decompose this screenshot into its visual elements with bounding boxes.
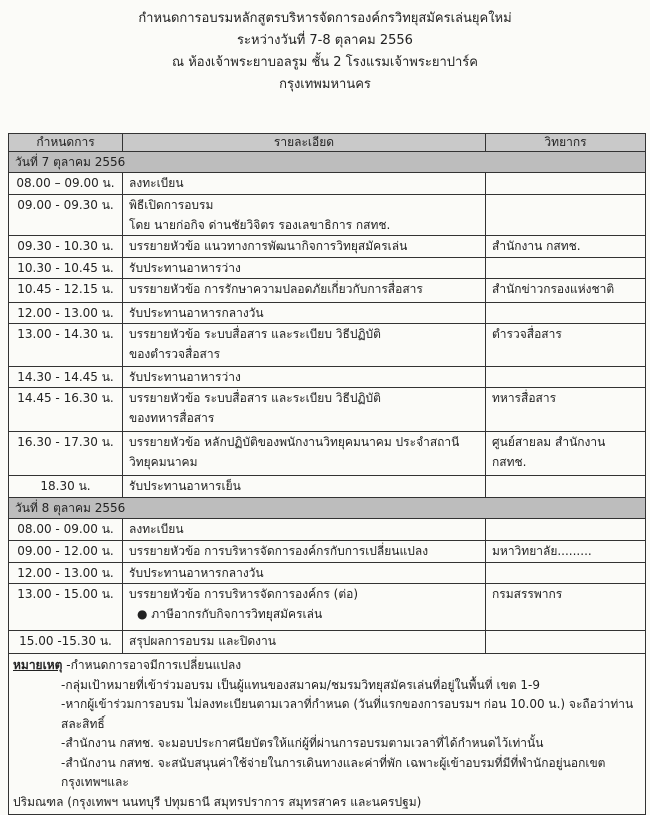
detail-line: รับประทานอาหารว่าง: [129, 370, 241, 384]
speaker-cell: ศูนย์สายลม สำนักงาน กสทช.: [486, 432, 646, 476]
detail-line: พิธีเปิดการอบรม: [129, 198, 214, 212]
detail-line: บรรยายหัวข้อ ระบบสื่อสาร และระเบียบ วิธีปฏิบัติ: [129, 391, 381, 405]
speaker-cell: [486, 631, 646, 654]
document-city: กรุงเทพมหานคร: [279, 77, 371, 92]
note-item: -สำนักงาน กสทช. จะมอบประกาศนียบัตรให้แก่ผู้ที่ผ่านการอบรมตามเวลาที่ได้กำหนดไว้เท่านั้น: [61, 736, 544, 750]
time-cell: 10.30 - 10.45 น.: [9, 258, 123, 279]
detail-cell: [123, 279, 486, 303]
speaker-cell: [486, 519, 646, 541]
bullet-icon: ●: [137, 607, 152, 621]
speaker-cell: ตำรวจสื่อสาร: [486, 324, 646, 367]
detail-line: บรรยายหัวข้อ ระบบสื่อสาร และระเบียบ วิธีปฏิบัติ: [129, 327, 381, 341]
time-cell: 15.00 -15.30 น.: [9, 631, 123, 654]
day-header-row: [9, 152, 646, 173]
detail-line: รับประทานอาหารกลางวัน: [129, 306, 264, 320]
time-cell: 09.00 - 09.30 น.: [9, 195, 123, 236]
speaker-cell: [486, 258, 646, 279]
time-cell: 12.00 - 13.00 น.: [9, 303, 123, 324]
speaker-cell: [486, 173, 646, 195]
speaker-cell: กรมสรรพากร: [486, 584, 646, 631]
table-row: [9, 279, 646, 303]
detail-cell: [123, 584, 486, 631]
time-cell: 14.45 - 16.30 น.: [9, 388, 123, 432]
speaker-cell: สำนักข่าวกรองแห่งชาติ: [486, 279, 646, 303]
detail-cell: [123, 324, 486, 367]
speaker-cell: ทหารสื่อสาร: [486, 388, 646, 432]
table-row: [9, 236, 646, 258]
table-row: [9, 541, 646, 563]
note-line: [13, 656, 641, 676]
note-line: [13, 734, 641, 754]
detail-line: บรรยายหัวข้อ การบริหารจัดการองค์กร (ต่อ): [129, 587, 359, 601]
time-cell: 12.00 - 13.00 น.: [9, 563, 123, 584]
detail-line: ลงทะเบียน: [129, 176, 184, 190]
time-cell: 08.00 – 09.00 น.: [9, 173, 123, 195]
speaker-cell: [486, 195, 646, 236]
detail-cell: [123, 563, 486, 584]
detail-line: บรรยายหัวข้อ การรักษาความปลอดภัยเกี่ยวกับการสื่อสาร: [129, 282, 423, 296]
table-row: [9, 476, 646, 498]
speaker-cell: สำนักงาน กสทช.: [486, 236, 646, 258]
detail-cell: [123, 388, 486, 432]
table-row: [9, 324, 646, 367]
detail-line: บรรยายหัวข้อ หลักปฏิบัติของพนักงานวิทยุคมนาคม ประจำสถานี: [129, 435, 460, 449]
detail-line: วิทยุคมนาคม: [129, 455, 198, 469]
table-row: [9, 173, 646, 195]
detail-cell: [123, 541, 486, 563]
note-line: [13, 676, 641, 696]
detail-cell: [123, 173, 486, 195]
table-row: [9, 563, 646, 584]
detail-line: โดย นายก่อกิจ ด่านชัยวิจิตร รองเลขาธิการ กสทช.: [129, 218, 391, 232]
table-row: [9, 388, 646, 432]
time-cell: 09.30 - 10.30 น.: [9, 236, 123, 258]
detail-line: สรุปผลการอบรม และปิดงาน: [129, 634, 276, 648]
notes-row: [9, 654, 646, 815]
day-label: วันที่ 8 ตุลาคม 2556: [9, 498, 646, 519]
document-title: กำหนดการอบรมหลักสูตรบริหารจัดการองค์กรวิทยุสมัครเล่นยุคใหม่: [138, 11, 512, 26]
note-item: -กลุ่มเป้าหมายที่เข้าร่วมอบรม เป็นผู้แทนของสมาคม/ชมรมวิทยุสมัครเล่นที่อยู่ในพื้นที่ เขต 1-9: [61, 677, 540, 692]
time-cell: 10.45 - 12.15 น.: [9, 279, 123, 303]
table-row: [9, 631, 646, 654]
table-row: [9, 195, 646, 236]
notes-cell: [9, 654, 646, 815]
speaker-cell: [486, 563, 646, 584]
detail-line: รับประทานอาหารเย็น: [129, 479, 241, 493]
note-item: -สำนักงาน กสทช. จะสนับสนุนค่าใช้จ่ายในการเดินทางและค่าที่พัก เฉพาะผู้เข้าอบรมที่มีที่พำนักอยู่นอกเขตกรุงเทพฯและ: [61, 755, 606, 789]
document-header: [0, 8, 650, 96]
time-cell: 14.30 - 14.45 น.: [9, 367, 123, 388]
detail-cell: [123, 476, 486, 498]
notes-label: หมายเหตุ: [13, 658, 63, 672]
time-cell: 09.00 - 12.00 น.: [9, 541, 123, 563]
time-cell: 13.00 - 14.30 น.: [9, 324, 123, 367]
note-line: [13, 695, 641, 734]
detail-line: ของตำรวจสื่อสาร: [129, 347, 221, 361]
note-continuation: ปริมณฑล (กรุงเทพฯ นนทบุรี ปทุมธานี สมุทรปราการ สมุทรสาคร และนครปฐม): [13, 794, 422, 809]
detail-line: รับประทานอาหารว่าง: [129, 261, 241, 275]
detail-line: บรรยายหัวข้อ การบริหารจัดการองค์กรกับการเปลี่ยนแปลง: [129, 544, 429, 558]
note-item: -หากผู้เข้าร่วมการอบรม ไม่ลงทะเบียนตามเวลาที่กำหนด (วันที่แรกของการอบรมฯ ก่อน 10.00 น.) จะถือว่าท่านสละสิทธิ์: [61, 697, 634, 731]
detail-bullet-item: [129, 604, 479, 624]
detail-line: บรรยายหัวข้อ แนวทางการพัฒนากิจการวิทยุสมัครเล่น: [129, 239, 408, 253]
speaker-cell: [486, 476, 646, 498]
table-row: [9, 303, 646, 324]
table-row: [9, 367, 646, 388]
column-header-speaker: วิทยากร: [486, 134, 646, 152]
day-label: วันที่ 7 ตุลาคม 2556: [9, 152, 646, 173]
detail-cell: [123, 519, 486, 541]
detail-line: ของทหารสื่อสาร: [129, 411, 215, 425]
day-header-row: [9, 498, 646, 519]
detail-cell: [123, 236, 486, 258]
table-row: [9, 258, 646, 279]
speaker-cell: [486, 367, 646, 388]
detail-cell: [123, 432, 486, 476]
column-header-detail: รายละเอียด: [123, 134, 486, 152]
schedule-table: [8, 133, 646, 815]
note-item: -กำหนดการอาจมีการเปลี่ยนแปลง: [66, 658, 242, 672]
time-cell: 08.00 - 09.00 น.: [9, 519, 123, 541]
table-row: [9, 519, 646, 541]
detail-cell: [123, 367, 486, 388]
note-line: [13, 754, 641, 793]
table-header-row: [9, 134, 646, 152]
document-venue: ณ ห้องเจ้าพระยาบอลรูม ชั้น 2 โรงแรมเจ้าพระยาปาร์ค: [172, 55, 478, 70]
speaker-cell: [486, 303, 646, 324]
detail-line: รับประทานอาหารกลางวัน: [129, 566, 264, 580]
time-cell: 13.00 - 15.00 น.: [9, 584, 123, 631]
table-row: [9, 432, 646, 476]
column-header-time: กำหนดการ: [9, 134, 123, 152]
detail-cell: [123, 195, 486, 236]
detail-cell: [123, 258, 486, 279]
detail-line: ลงทะเบียน: [129, 522, 184, 536]
time-cell: 16.30 - 17.30 น.: [9, 432, 123, 476]
speaker-cell: มหาวิทยาลัย.........: [486, 541, 646, 563]
document-dates: ระหว่างวันที่ 7-8 ตุลาคม 2556: [237, 33, 413, 48]
table-row: [9, 584, 646, 631]
time-cell: 18.30 น.: [9, 476, 123, 498]
detail-cell: [123, 303, 486, 324]
bullet-text: ภาษีอากรกับกิจการวิทยุสมัครเล่น: [151, 607, 323, 621]
detail-cell: [123, 631, 486, 654]
